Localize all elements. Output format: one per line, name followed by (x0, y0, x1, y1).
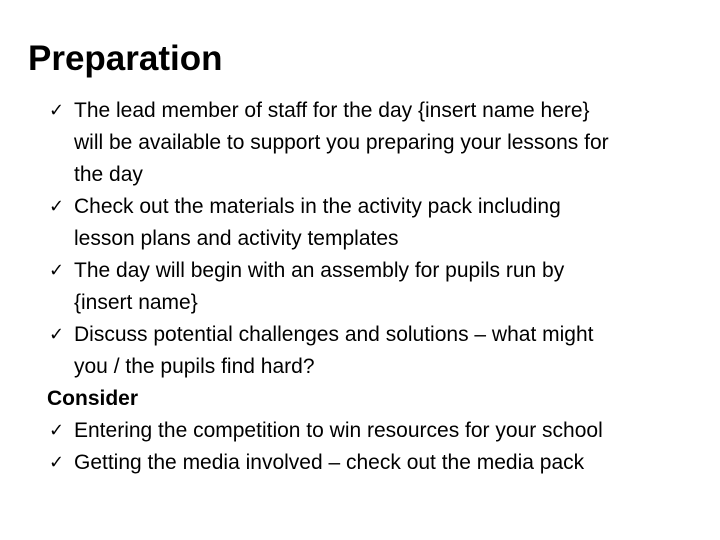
bullet-line: Discuss potential challenges and solutions – what might (74, 323, 594, 346)
bullet-line: The lead member of staff for the day {insert name here} (74, 99, 590, 122)
check-icon: ✓ (49, 452, 65, 473)
slide-title: Preparation (28, 39, 223, 78)
bullet-line: Getting the media involved – check out the media pack (74, 451, 585, 474)
bullet-item (47, 319, 697, 383)
check-icon: ✓ (49, 196, 65, 217)
check-icon: ✓ (49, 260, 65, 281)
consider-list (47, 415, 697, 479)
slide-content (47, 95, 697, 479)
bullet-line: you / the pupils find hard? (74, 355, 315, 378)
bullet-item (47, 191, 697, 255)
bullet-item (47, 415, 697, 447)
bullet-line: {insert name} (74, 291, 198, 314)
bullet-line: Entering the competition to win resources for your school (74, 419, 603, 442)
consider-heading: Consider (47, 387, 139, 410)
bullet-item (47, 447, 697, 479)
bullet-line: The day will begin with an assembly for pupils run by (74, 259, 565, 282)
check-icon: ✓ (49, 420, 65, 441)
bullet-line: the day (74, 163, 143, 186)
check-icon: ✓ (49, 100, 65, 121)
bullet-line: will be available to support you preparing your lessons for (74, 131, 609, 154)
bullet-line: lesson plans and activity templates (74, 227, 399, 250)
bullet-line: Check out the materials in the activity pack including (74, 195, 561, 218)
bullet-item (47, 95, 697, 191)
preparation-list (47, 95, 697, 383)
check-icon: ✓ (49, 324, 65, 345)
bullet-item (47, 255, 697, 319)
